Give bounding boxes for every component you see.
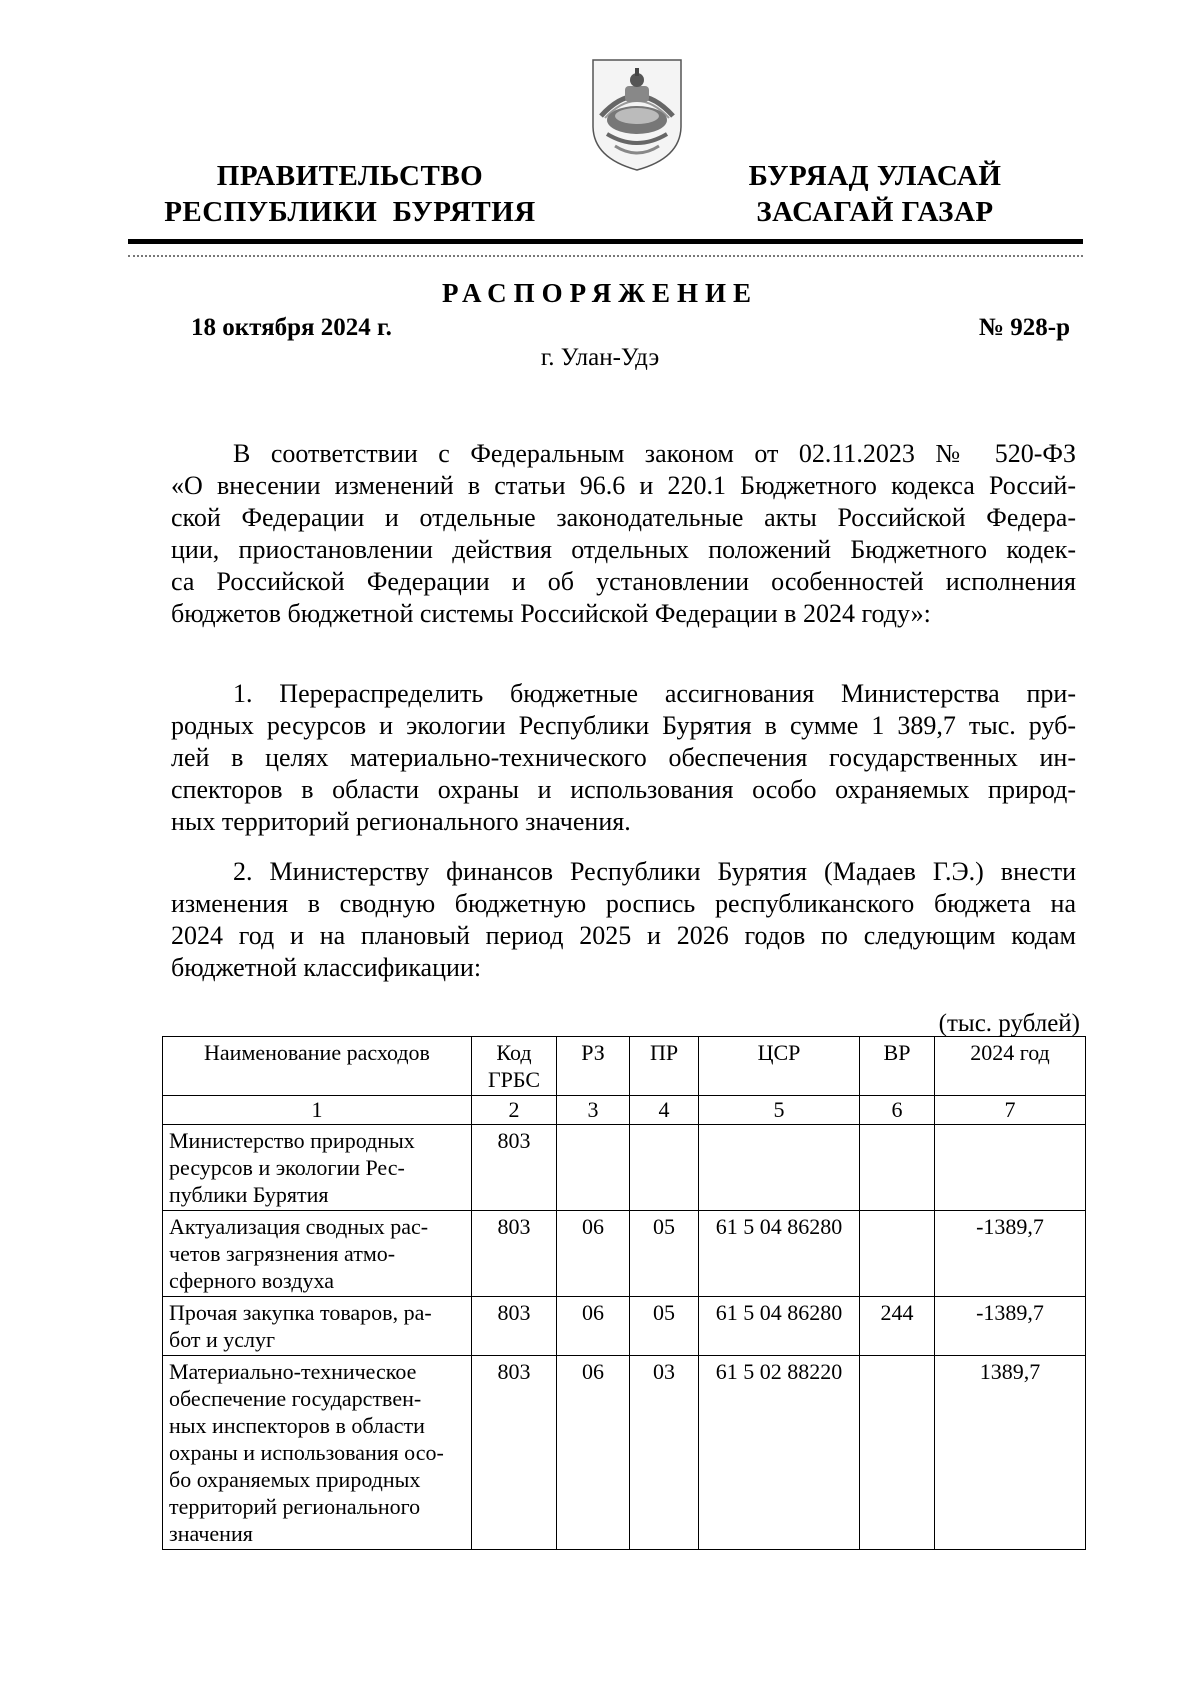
row-name	[163, 1125, 472, 1211]
document-city: г. Улан-Удэ	[540, 344, 660, 371]
header-grbs	[472, 1037, 557, 1096]
preamble-line: са Российской Федерации и об установлении особенностей исполнения	[171, 567, 1076, 596]
row-csr: 61 5 04 86280	[699, 1297, 860, 1356]
row-pr: 03	[630, 1356, 699, 1550]
row-amount: -1389,7	[935, 1211, 1086, 1297]
column-number: 5	[699, 1096, 860, 1125]
row-name	[163, 1211, 472, 1297]
row-name-line: Материально-техническое	[169, 1359, 417, 1384]
table-header-row	[163, 1037, 1086, 1096]
preamble-line: В соответствии с Федеральным законом от 02.11.2023 № 520-ФЗ	[233, 439, 1076, 468]
item-2-line: 2. Министерству финансов Республики Бурятия (Мадаев Г.Э.) внести	[233, 857, 1076, 886]
item-1-line: родных ресурсов и экологии Республики Бурятия в сумме 1 389,7 тыс. руб-	[171, 711, 1076, 740]
column-number: 1	[163, 1096, 472, 1125]
row-csr: 61 5 02 88220	[699, 1356, 860, 1550]
header-divider-thick	[128, 239, 1083, 244]
row-rz	[557, 1125, 630, 1211]
item-2-line: бюджетной классификации:	[171, 953, 482, 982]
row-name-line: бот и услуг	[169, 1327, 276, 1352]
header-pr: ПР	[630, 1037, 699, 1096]
preamble-line: ской Федерации и отдельные законодательные акты Российской Федера-	[171, 503, 1076, 532]
item-2-line: 2024 год и на плановый период 2025 и 2026 годов по следующим кодам	[171, 921, 1076, 950]
header-divider-dotted	[128, 255, 1083, 257]
preamble-line: ции, приостановлении действия отдельных положений Бюджетного кодек-	[171, 535, 1076, 564]
document-title: РАСПОРЯЖЕНИЕ	[441, 278, 759, 308]
table-row	[163, 1211, 1086, 1297]
header-csr: ЦСР	[699, 1037, 860, 1096]
header-right-line1: БУРЯАД УЛАСАЙ	[748, 160, 1002, 192]
row-name-line: четов загрязнения атмо-	[169, 1241, 396, 1266]
item-2-line: изменения в сводную бюджетную роспись республиканского бюджета на	[171, 889, 1076, 918]
row-vr	[860, 1356, 935, 1550]
header-left-line2: РЕСПУБЛИКИ БУРЯТИЯ	[164, 196, 536, 228]
row-amount	[935, 1125, 1086, 1211]
row-name-line: сферного воздуха	[169, 1268, 334, 1293]
row-name	[163, 1297, 472, 1356]
row-name-line: территорий регионального	[169, 1494, 421, 1519]
row-name-line: ресурсов и экологии Рес-	[169, 1155, 405, 1180]
item-1-line: лей в целях материально-технического обеспечения государственных ин-	[171, 743, 1076, 772]
header-grbs-line1: Код	[496, 1040, 532, 1065]
header-grbs-line2: ГРБС	[487, 1067, 541, 1092]
header-rz: РЗ	[557, 1037, 630, 1096]
table-units-label: (тыс. рублей)	[938, 1010, 1080, 1037]
row-vr	[860, 1125, 935, 1211]
row-rz: 06	[557, 1211, 630, 1297]
row-vr: 244	[860, 1297, 935, 1356]
preamble-line: бюджетов бюджетной системы Российской Федерации в 2024 году»:	[171, 599, 931, 628]
column-number: 4	[630, 1096, 699, 1125]
column-number: 6	[860, 1096, 935, 1125]
column-number: 3	[557, 1096, 630, 1125]
row-grbs: 803	[472, 1211, 557, 1297]
row-grbs: 803	[472, 1356, 557, 1550]
table-row	[163, 1297, 1086, 1356]
row-rz: 06	[557, 1297, 630, 1356]
row-name-line: значения	[169, 1521, 253, 1546]
row-amount: -1389,7	[935, 1297, 1086, 1356]
budget-table	[162, 1036, 1086, 1550]
row-name-line: Прочая закупка товаров, ра-	[169, 1300, 432, 1325]
column-number: 2	[472, 1096, 557, 1125]
row-name	[163, 1356, 472, 1550]
item-1-line: ных территорий регионального значения.	[171, 807, 631, 836]
header-left	[160, 158, 540, 230]
document-number: № 928-р	[978, 314, 1070, 341]
header-year: 2024 год	[935, 1037, 1086, 1096]
row-amount: 1389,7	[935, 1356, 1086, 1550]
item-2-paragraph	[171, 856, 1076, 984]
row-csr: 61 5 04 86280	[699, 1211, 860, 1297]
row-name-line: охраны и использования осо-	[169, 1440, 444, 1465]
row-rz: 06	[557, 1356, 630, 1550]
row-pr	[630, 1125, 699, 1211]
header-name: Наименование расходов	[163, 1037, 472, 1096]
row-pr: 05	[630, 1211, 699, 1297]
row-vr	[860, 1211, 935, 1297]
row-name-line: публики Бурятия	[169, 1182, 329, 1207]
coat-of-arms-icon	[585, 56, 689, 174]
row-name-line: обеспечение государствен-	[169, 1386, 422, 1411]
item-1-paragraph	[171, 678, 1076, 838]
item-1-line: спекторов в области охраны и использования особо охраняемых природ-	[171, 775, 1076, 804]
header-left-line1: ПРАВИТЕЛЬСТВО	[216, 160, 484, 192]
table-row	[163, 1125, 1086, 1211]
row-grbs: 803	[472, 1297, 557, 1356]
row-name-line: бо охраняемых природных	[169, 1467, 421, 1492]
row-csr	[699, 1125, 860, 1211]
header-right-line2: ЗАСАГАЙ ГАЗАР	[756, 196, 994, 228]
row-pr: 05	[630, 1297, 699, 1356]
item-1-line: 1. Перераспределить бюджетные ассигнования Министерства при-	[233, 679, 1076, 708]
preamble-paragraph	[171, 438, 1076, 630]
row-grbs: 803	[472, 1125, 557, 1211]
document-date: 18 октября 2024 г.	[191, 314, 392, 341]
header-vr: ВР	[860, 1037, 935, 1096]
table-row	[163, 1356, 1086, 1550]
preamble-line: «О внесении изменений в статьи 96.6 и 220.1 Бюджетного кодекса Россий-	[171, 471, 1076, 500]
column-number-row	[163, 1096, 1086, 1125]
row-name-line: Актуализация сводных рас-	[169, 1214, 429, 1239]
row-name-line: ных инспекторов в области	[169, 1413, 425, 1438]
column-number: 7	[935, 1096, 1086, 1125]
header-right	[720, 158, 1030, 230]
row-name-line: Министерство природных	[169, 1128, 415, 1153]
